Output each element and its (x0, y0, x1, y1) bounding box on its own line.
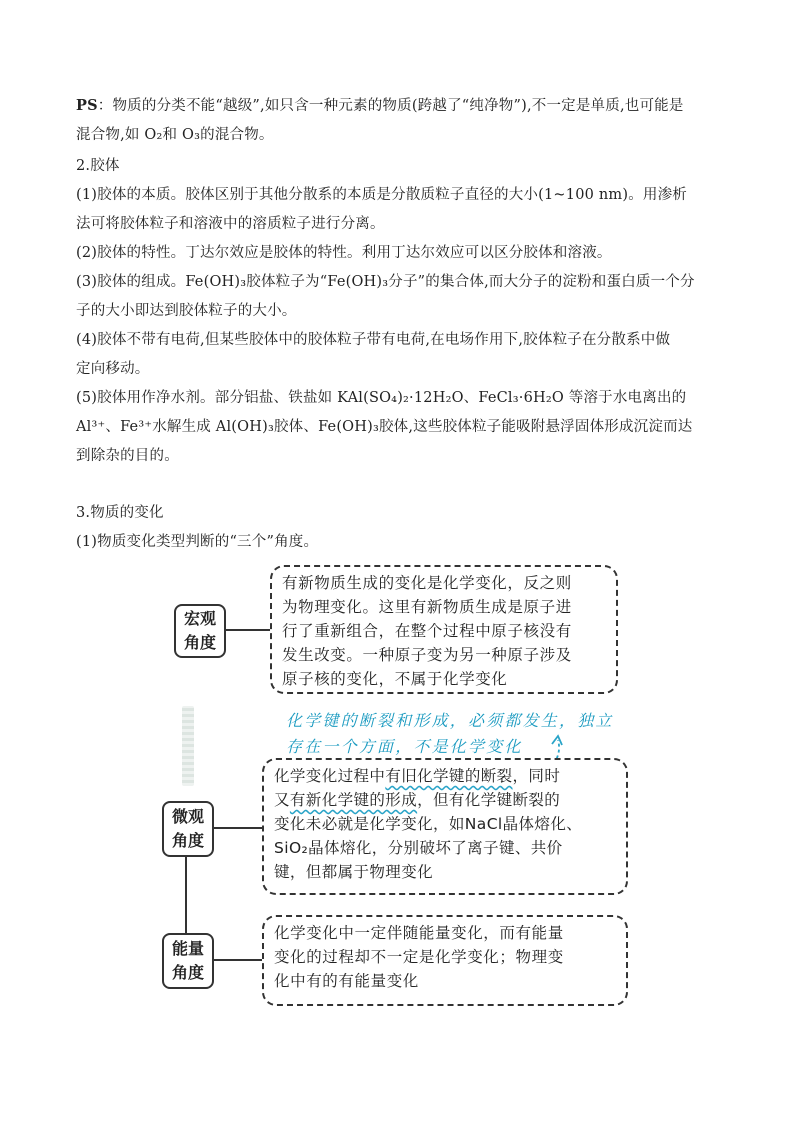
colloid-text-line: Al³⁺、Fe³⁺水解生成 Al(OH)₃胶体、Fe(OH)₃胶体,这些胶体粒子能吸附悬浮固体形成沉淀而达 (76, 419, 693, 435)
section-subheading: (1)物质变化类型判断的“三个”角度。 (76, 534, 319, 550)
colloid-text-line: (2)胶体的特性。丁达尔效应是胶体的特性。利用丁达尔效应可以区分胶体和溶液。 (76, 245, 612, 261)
colloid-text-line: (1)胶体的本质。胶体区别于其他分散系的本质是分散质粒子直径的大小(1~100 nm)。用渗析 (76, 187, 687, 203)
colloid-text-line: (5)胶体用作净水剂。部分铝盐、铁盐如 KAl(SO₄)₂·12H₂O、FeCl₃·6H₂O 等溶于水电离出的 (76, 390, 687, 406)
colloid-text-line: 子的大小即达到胶体粒子的大小。 (76, 303, 297, 319)
colloid-text-line: 到除杂的目的。 (76, 448, 179, 464)
highlight-bond-forming: 有新化学键的形成 (289, 791, 418, 809)
highlight-bond-breaking: 有旧化学键的断裂 (385, 767, 513, 785)
connector-line (214, 959, 264, 961)
handwritten-note: 化学键的断裂和形成，必须都发生，独立 存在一个方面，不是化学变化 (286, 711, 614, 756)
macro-angle-box: 有新物质生成的变化是化学变化，反之则 为物理变化。这里有新物质生成是原子进 行了重新组合，在整个过程中原子核没有 发生改变。一种原子变为另一种原子涉及 原子核的变化，不属于化学变化 (270, 565, 618, 694)
colloid-text-line: (4)胶体不带有电荷,但某些胶体中的胶体粒子带有电荷,在电场作用下,胶体粒子在分散系中做 (76, 332, 671, 348)
colloid-text-line: 定向移动。 (76, 361, 150, 377)
connector-line (226, 629, 272, 631)
colloid-text-line: (3)胶体的组成。Fe(OH)₃胶体粒子为“Fe(OH)₃分子”的集合体,而大分子的淀粉和蛋白质一个分 (76, 274, 695, 290)
energy-angle-box: 化学变化中一定伴随能量变化，而有能量 变化的过程却不一定是化学变化；物理变 化中有的有能量变化 (262, 915, 628, 1006)
ps-line-1: PS：物质的分类不能“越级”,如只含一种元素的物质(跨越了“纯净物”),不一定是单质,也可能是 (76, 97, 684, 114)
ps-label: PS (76, 97, 98, 114)
faded-connector (182, 706, 194, 786)
micro-angle-box: 化学变化过程中有旧化学键的断裂，同时 又有新化学键的形成，但有化学键断裂的 变化未必就是化学变化，如NaCl晶体熔化、 SiO₂晶体熔化，分别破坏了离子键、共价 键，但都属于物理变化 (262, 758, 628, 895)
colloid-text-line: 法可将胶体粒子和溶液中的溶质粒子进行分离。 (76, 216, 385, 232)
section-heading: 3.物质的变化 (76, 505, 164, 521)
macro-angle-label: 宏观 角度 (174, 604, 226, 658)
micro-angle-label: 微观 角度 (162, 801, 214, 857)
energy-angle-label: 能量 角度 (162, 933, 214, 989)
connector-line (214, 827, 264, 829)
section-heading: 2.胶体 (76, 158, 120, 174)
ps-line-2: 混合物,如 O₂和 O₃的混合物。 (76, 127, 274, 143)
connector-line (185, 855, 187, 933)
